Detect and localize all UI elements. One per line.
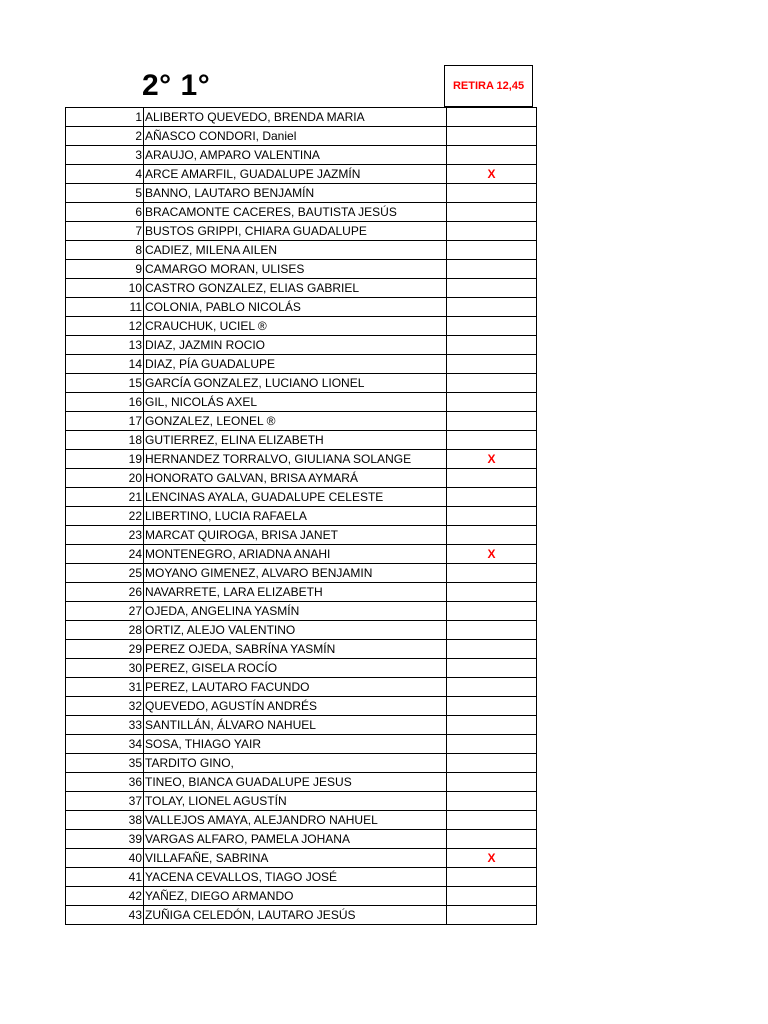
retira-mark (447, 526, 537, 545)
student-name: TINEO, BIANCA GUADALUPE JESUS (144, 773, 447, 792)
retira-mark (447, 279, 537, 298)
retira-mark (447, 412, 537, 431)
student-name: HERNANDEZ TORRALVO, GIULIANA SOLANGE (144, 450, 447, 469)
table-row (66, 830, 537, 849)
retira-mark: X (447, 165, 537, 184)
retira-mark (447, 146, 537, 165)
table-row (66, 545, 537, 564)
table-row (66, 906, 537, 925)
student-name: LIBERTINO, LUCIA RAFAELA (144, 507, 447, 526)
retira-mark (447, 298, 537, 317)
row-number: 39 (66, 830, 144, 849)
table-row (66, 203, 537, 222)
row-number: 19 (66, 450, 144, 469)
table-row (66, 773, 537, 792)
student-name: BRACAMONTE CACERES, BAUTISTA JESÚS (144, 203, 447, 222)
row-number: 27 (66, 602, 144, 621)
row-number: 24 (66, 545, 144, 564)
row-number: 21 (66, 488, 144, 507)
student-name: CAMARGO MORAN, ULISES (144, 260, 447, 279)
row-number: 11 (66, 298, 144, 317)
row-number: 16 (66, 393, 144, 412)
row-number: 42 (66, 887, 144, 906)
table-row (66, 697, 537, 716)
student-name: GIL, NICOLÁS AXEL (144, 393, 447, 412)
retira-column-header (444, 65, 533, 107)
student-name: LENCINAS AYALA, GUADALUPE CELESTE (144, 488, 447, 507)
table-row (66, 716, 537, 735)
student-name: YAÑEZ, DIEGO ARMANDO (144, 887, 447, 906)
row-number: 1 (66, 108, 144, 127)
student-name: SANTILLÁN, ÁLVARO NAHUEL (144, 716, 447, 735)
row-number: 17 (66, 412, 144, 431)
row-number: 36 (66, 773, 144, 792)
retira-mark (447, 697, 537, 716)
retira-mark (447, 583, 537, 602)
row-number: 22 (66, 507, 144, 526)
row-number: 23 (66, 526, 144, 545)
retira-mark (447, 773, 537, 792)
student-roster-table (65, 107, 537, 925)
row-number: 28 (66, 621, 144, 640)
row-number: 29 (66, 640, 144, 659)
row-number: 33 (66, 716, 144, 735)
row-number: 40 (66, 849, 144, 868)
row-number: 41 (66, 868, 144, 887)
student-name: VILLAFAÑE, SABRINA (144, 849, 447, 868)
page-title: 2° 1° (142, 69, 211, 102)
retira-mark (447, 678, 537, 697)
student-name: TOLAY, LIONEL AGUSTÍN (144, 792, 447, 811)
student-name: GUTIERREZ, ELINA ELIZABETH (144, 431, 447, 450)
table-row (66, 868, 537, 887)
student-name: CASTRO GONZALEZ, ELIAS GABRIEL (144, 279, 447, 298)
student-name: GONZALEZ, LEONEL ® (144, 412, 447, 431)
row-number: 37 (66, 792, 144, 811)
student-name: BANNO, LAUTARO BENJAMÍN (144, 184, 447, 203)
row-number: 5 (66, 184, 144, 203)
table-row (66, 241, 537, 260)
table-row (66, 621, 537, 640)
retira-mark (447, 260, 537, 279)
retira-mark (447, 393, 537, 412)
row-number: 4 (66, 165, 144, 184)
table-row (66, 640, 537, 659)
student-name: MOYANO GIMENEZ, ALVARO BENJAMIN (144, 564, 447, 583)
student-name: DIAZ, JAZMIN ROCIO (144, 336, 447, 355)
row-number: 32 (66, 697, 144, 716)
row-number: 18 (66, 431, 144, 450)
retira-mark (447, 469, 537, 488)
retira-mark (447, 203, 537, 222)
retira-mark (447, 564, 537, 583)
student-name: BUSTOS GRIPPI, CHIARA GUADALUPE (144, 222, 447, 241)
retira-mark (447, 184, 537, 203)
table-row (66, 811, 537, 830)
retira-mark: X (447, 849, 537, 868)
table-row (66, 184, 537, 203)
table-row (66, 146, 537, 165)
table-row (66, 431, 537, 450)
retira-mark (447, 241, 537, 260)
roster-body (66, 108, 537, 925)
student-name: ARCE AMARFIL, GUADALUPE JAZMÍN (144, 165, 447, 184)
retira-mark (447, 792, 537, 811)
retira-column-label: RETIRA 12,45 (452, 80, 525, 92)
student-name: HONORATO GALVAN, BRISA AYMARÁ (144, 469, 447, 488)
table-row (66, 412, 537, 431)
table-row (66, 450, 537, 469)
row-number: 7 (66, 222, 144, 241)
row-number: 31 (66, 678, 144, 697)
retira-mark (447, 488, 537, 507)
retira-mark: X (447, 545, 537, 564)
table-row (66, 374, 537, 393)
retira-mark (447, 811, 537, 830)
table-row (66, 735, 537, 754)
retira-mark (447, 659, 537, 678)
table-row (66, 564, 537, 583)
retira-mark (447, 336, 537, 355)
student-name: AÑASCO CONDORI, Daniel (144, 127, 447, 146)
retira-mark (447, 602, 537, 621)
table-row (66, 602, 537, 621)
student-name: VARGAS ALFARO, PAMELA JOHANA (144, 830, 447, 849)
retira-mark (447, 887, 537, 906)
student-name: QUEVEDO, AGUSTÍN ANDRÉS (144, 697, 447, 716)
table-row (66, 279, 537, 298)
retira-mark (447, 621, 537, 640)
student-name: YACENA CEVALLOS, TIAGO JOSÉ (144, 868, 447, 887)
table-row (66, 260, 537, 279)
retira-mark (447, 127, 537, 146)
table-row (66, 317, 537, 336)
table-row (66, 469, 537, 488)
table-row (66, 336, 537, 355)
student-name: ALIBERTO QUEVEDO, BRENDA MARIA (144, 108, 447, 127)
student-name: ZUÑIGA CELEDÓN, LAUTARO JESÚS (144, 906, 447, 925)
retira-mark (447, 640, 537, 659)
student-name: SOSA, THIAGO YAIR (144, 735, 447, 754)
row-number: 2 (66, 127, 144, 146)
retira-mark (447, 317, 537, 336)
table-row (66, 792, 537, 811)
student-name: PEREZ OJEDA, SABRÍNA YASMÍN (144, 640, 447, 659)
row-number: 34 (66, 735, 144, 754)
retira-mark (447, 906, 537, 925)
student-name: OJEDA, ANGELINA YASMÍN (144, 602, 447, 621)
student-name: TARDITO GINO, (144, 754, 447, 773)
row-number: 6 (66, 203, 144, 222)
table-row (66, 659, 537, 678)
row-number: 30 (66, 659, 144, 678)
retira-mark (447, 374, 537, 393)
table-row (66, 526, 537, 545)
table-row (66, 583, 537, 602)
student-name: PEREZ, GISELA ROCÍO (144, 659, 447, 678)
row-number: 9 (66, 260, 144, 279)
retira-mark (447, 355, 537, 374)
table-row (66, 488, 537, 507)
retira-mark (447, 868, 537, 887)
retira-mark (447, 507, 537, 526)
retira-mark (447, 830, 537, 849)
row-number: 10 (66, 279, 144, 298)
row-number: 43 (66, 906, 144, 925)
row-number: 35 (66, 754, 144, 773)
table-row (66, 298, 537, 317)
retira-mark (447, 108, 537, 127)
table-row (66, 165, 537, 184)
student-name: GARCÍA GONZALEZ, LUCIANO LIONEL (144, 374, 447, 393)
table-row (66, 887, 537, 906)
row-number: 13 (66, 336, 144, 355)
student-name: CADIEZ, MILENA AILEN (144, 241, 447, 260)
row-number: 20 (66, 469, 144, 488)
row-number: 3 (66, 146, 144, 165)
retira-mark (447, 431, 537, 450)
student-name: ORTIZ, ALEJO VALENTINO (144, 621, 447, 640)
student-name: NAVARRETE, LARA ELIZABETH (144, 583, 447, 602)
retira-mark (447, 754, 537, 773)
row-number: 12 (66, 317, 144, 336)
table-row (66, 127, 537, 146)
table-row (66, 355, 537, 374)
row-number: 14 (66, 355, 144, 374)
student-name: ARAUJO, AMPARO VALENTINA (144, 146, 447, 165)
retira-mark (447, 222, 537, 241)
student-name: CRAUCHUK, UCIEL ® (144, 317, 447, 336)
table-row (66, 222, 537, 241)
student-name: DIAZ, PÍA GUADALUPE (144, 355, 447, 374)
row-number: 15 (66, 374, 144, 393)
row-number: 26 (66, 583, 144, 602)
student-name: MONTENEGRO, ARIADNA ANAHI (144, 545, 447, 564)
student-name: VALLEJOS AMAYA, ALEJANDRO NAHUEL (144, 811, 447, 830)
row-number: 25 (66, 564, 144, 583)
retira-mark: X (447, 450, 537, 469)
student-name: PEREZ, LAUTARO FACUNDO (144, 678, 447, 697)
student-name: COLONIA, PABLO NICOLÁS (144, 298, 447, 317)
retira-mark (447, 716, 537, 735)
table-row (66, 849, 537, 868)
row-number: 8 (66, 241, 144, 260)
table-row (66, 754, 537, 773)
retira-mark (447, 735, 537, 754)
row-number: 38 (66, 811, 144, 830)
table-row (66, 393, 537, 412)
student-name: MARCAT QUIROGA, BRISA JANET (144, 526, 447, 545)
table-row (66, 108, 537, 127)
table-row (66, 507, 537, 526)
table-row (66, 678, 537, 697)
